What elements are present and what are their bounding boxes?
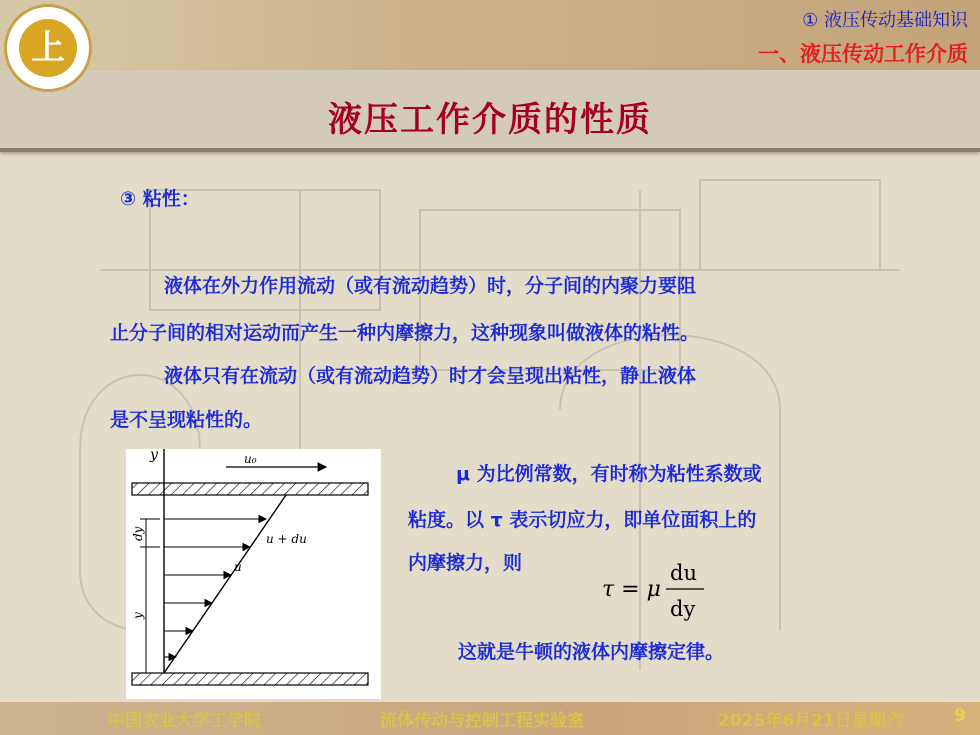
subsection-breadcrumb: 一、液压传动工作介质: [758, 42, 968, 66]
paragraph-line-1: 液体在外力作用流动（或有流动趋势）时，分子间的内聚力要阻: [164, 275, 697, 297]
formula-denominator: dy: [670, 597, 696, 621]
footer-institution: 中国农业大学工学院: [108, 711, 261, 731]
footer-date: 2025年6月21日星期六: [718, 711, 903, 731]
side-text-line-2: 粘度。以 τ 表示切应力，即单位面积上的: [408, 509, 757, 531]
paragraph-line-4: 是不呈现粘性的。: [110, 409, 263, 431]
top-velocity-label: u₀: [244, 452, 257, 466]
lower-velocity-label: u: [234, 560, 242, 574]
logo-glyph: 上: [31, 28, 65, 68]
bottom-plate: [132, 673, 368, 685]
section-breadcrumb: ① 液压传动基础知识: [802, 10, 968, 31]
upper-velocity-label: u + du: [266, 532, 307, 546]
y-axis-label: y: [150, 449, 158, 463]
velocity-profile-figure: [126, 449, 381, 699]
velocity-arrows: [164, 519, 266, 657]
top-plate: [132, 483, 368, 495]
slide-title: 液压工作介质的性质: [328, 100, 652, 140]
side-text-line-1: μ 为比例常数，有时称为粘性系数或: [456, 463, 762, 485]
side-text-line-3: 内摩擦力，则: [408, 552, 523, 574]
paragraph-line-2: 止分子间的相对运动而产生一种内摩擦力，这种现象叫做液体的粘性。: [110, 322, 700, 344]
paragraph-line-3: 液体只有在流动（或有流动趋势）时才会呈现出粘性，静止液体: [164, 365, 697, 387]
formula-numerator: du: [670, 561, 697, 585]
viscosity-heading: ③ 粘性：: [120, 188, 200, 210]
page-number: 9: [954, 706, 966, 726]
dimension-lines: [140, 519, 160, 673]
y-dimension-label: y: [131, 612, 145, 619]
formula-lhs: τ = μ: [602, 577, 661, 602]
conclusion-text: 这就是牛顿的液体内摩擦定律。: [458, 641, 725, 663]
college-logo: [4, 4, 92, 92]
velocity-profile-line: [164, 495, 286, 673]
footer-lab: 流体传动与控制工程实验室: [380, 711, 584, 731]
newton-viscosity-formula: [600, 556, 720, 626]
dy-label: dy: [131, 526, 145, 541]
